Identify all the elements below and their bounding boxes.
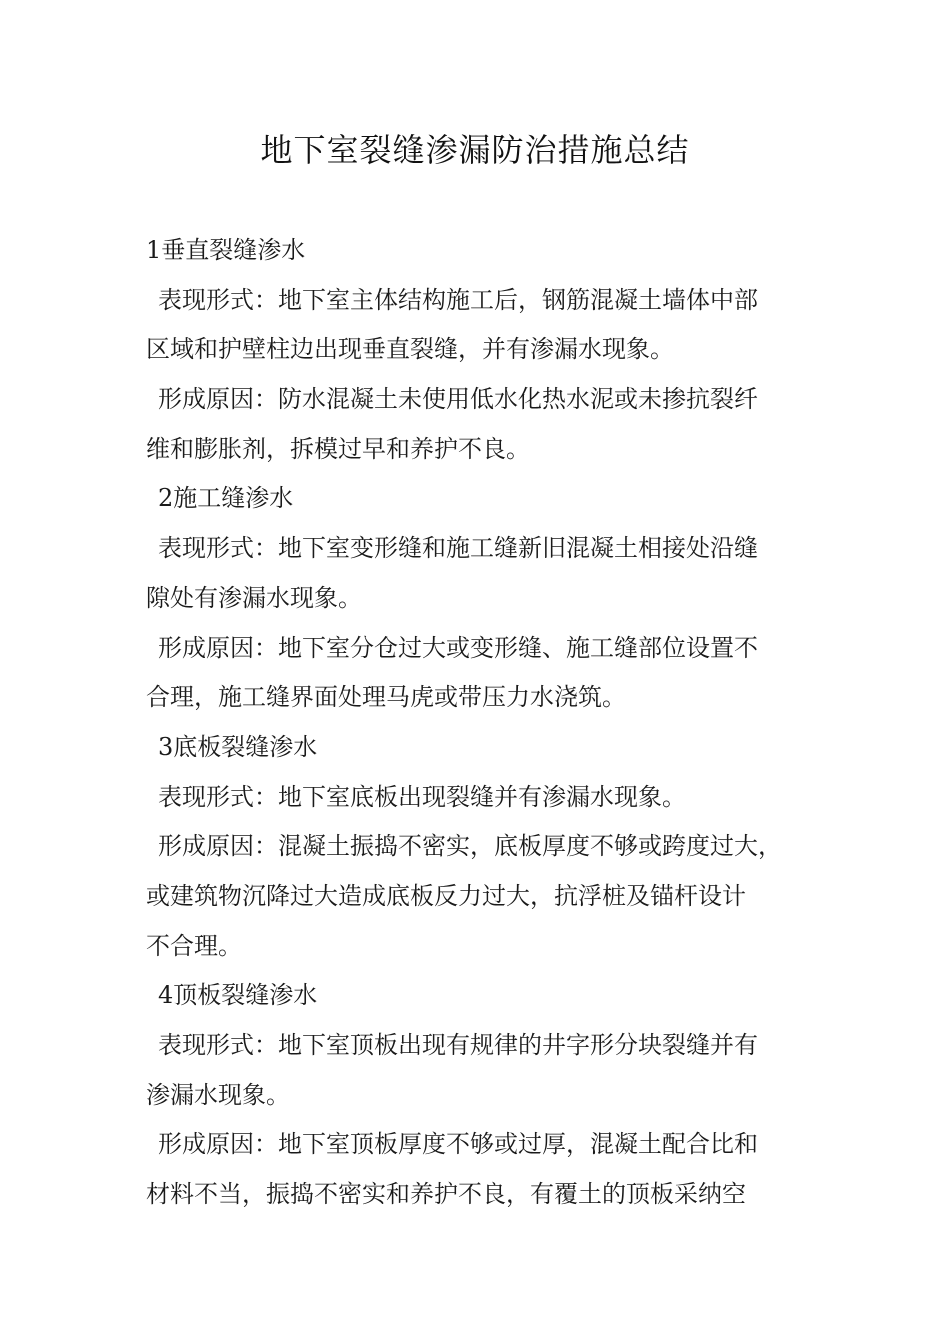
section-heading-2: 2施工缝渗水 <box>158 484 294 513</box>
section-heading-3: 3底板裂缝渗水 <box>158 732 318 761</box>
paragraph-line: 表现形式：地下室变形缝和施工缝新旧混凝土相接处沿缝 <box>158 534 758 563</box>
document-title: 地下室裂缝渗漏防治措施总结 <box>260 131 690 169</box>
paragraph-line: 或建筑物沉降过大造成底板反力过大，抗浮桩及锚杆设计 <box>146 881 746 910</box>
paragraph-line: 形成原因：地下室顶板厚度不够或过厚，混凝土配合比和 <box>158 1130 758 1159</box>
paragraph-line: 表现形式：地下室主体结构施工后，钢筋混凝土墙体中部 <box>158 285 758 314</box>
paragraph-line: 合理，施工缝界面处理马虎或带压力水浇筑。 <box>146 683 626 712</box>
paragraph-line: 形成原因：地下室分仓过大或变形缝、施工缝部位设置不 <box>158 633 758 662</box>
paragraph-line: 表现形式：地下室底板出现裂缝并有渗漏水现象。 <box>158 782 686 811</box>
paragraph-line: 不合理。 <box>146 931 242 960</box>
paragraph-line: 材料不当，振捣不密实和养护不良，有覆土的顶板采纳空 <box>146 1180 746 1209</box>
document-body <box>146 226 826 1220</box>
paragraph-line: 区域和护壁柱边出现垂直裂缝，并有渗漏水现象。 <box>146 335 674 364</box>
section-heading-4: 4顶板裂缝渗水 <box>158 981 318 1010</box>
paragraph-line: 维和膨胀剂，拆模过早和养护不良。 <box>146 434 530 463</box>
paragraph-line: 形成原因：防水混凝土未使用低水化热水泥或未掺抗裂纤 <box>158 385 758 414</box>
paragraph-line: 表现形式：地下室顶板出现有规律的井字形分块裂缝并有 <box>158 1031 758 1059</box>
paragraph-line: 渗漏水现象。 <box>146 1080 290 1109</box>
paragraph-line: 形成原因：混凝土振捣不密实，底板厚度不够或跨度过大， <box>158 832 782 861</box>
section-heading-1: 1垂直裂缝渗水 <box>146 236 306 264</box>
paragraph-line: 隙处有渗漏水现象。 <box>146 583 362 612</box>
